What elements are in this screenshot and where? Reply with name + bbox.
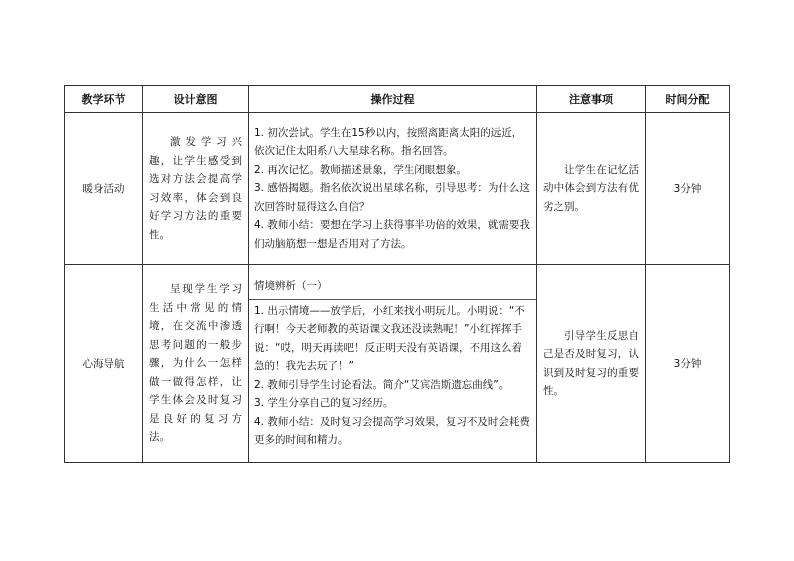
table-row bbox=[65, 265, 730, 463]
note-cell bbox=[537, 113, 646, 265]
table-row bbox=[65, 113, 730, 265]
note-cell bbox=[537, 265, 646, 463]
stage-cell: 暖身活动 bbox=[65, 113, 143, 265]
intent-text: 呈现学生学习生活中常见的情境，在交流中渗透思考问题的一般步骤，为什么一怎样做一做得怎样，让学生体会及时复习是良好的复习方法。 bbox=[149, 283, 242, 444]
heading-divider bbox=[249, 299, 536, 300]
header-stage: 教学环节 bbox=[65, 86, 143, 113]
intent-cell bbox=[143, 265, 249, 463]
note-text: 引导学生反思自己是否及时复习，认识到及时复习的重要性。 bbox=[543, 329, 639, 397]
note-text: 让学生在记忆活动中体会到方法有优劣之别。 bbox=[543, 163, 639, 213]
header-row bbox=[65, 86, 730, 113]
intent-text: 激发学习兴趣，让学生感受到选对方法会提高学习效率，体会到良好学习方法的重要性。 bbox=[149, 136, 242, 241]
time-cell: 3分钟 bbox=[646, 113, 730, 265]
process-cell bbox=[249, 113, 537, 265]
process-step: 2. 教师引导学生讨论看法。简介“艾宾浩斯遗忘曲线”。 bbox=[254, 378, 510, 391]
time-cell: 3分钟 bbox=[646, 265, 730, 463]
lesson-plan-table bbox=[64, 85, 730, 463]
intent-cell bbox=[143, 113, 249, 265]
header-notes: 注意事项 bbox=[537, 86, 646, 113]
process-step: 1. 出示情境——放学后，小红来找小明玩儿。小明说：“不行啊！今天老师教的英语课文我还没读熟呢！”小红挥挥手说：“哎，明天再读吧！反正明天没有英语课，不用这么着急的！我先去玩了！” bbox=[254, 304, 525, 373]
process-step: 3. 感悟揭题。指名依次说出星球名称，引导思考：为什么这次回答时显得这么自信？ bbox=[254, 182, 530, 213]
process-step: 2. 再次记忆。教师描述景象，学生闭眼想象。 bbox=[254, 163, 467, 176]
process-step: 1. 初次尝试。学生在15秒以内，按照离距离太阳的远近，依次记住太阳系八大星球名称。指名回答。 bbox=[254, 126, 523, 158]
process-heading: 情境辨析（一） bbox=[254, 280, 328, 293]
header-process: 操作过程 bbox=[249, 86, 537, 113]
process-step: 4. 教师小结：及时复习会提高学习效果，复习不及时会耗费更多的时间和精力。 bbox=[254, 415, 530, 447]
stage-cell: 心海导航 bbox=[65, 265, 143, 463]
process-step: 4. 教师小结：要想在学习上获得事半功倍的效果，就需要我们动脑筋想一想是否用对了方法。 bbox=[254, 219, 530, 250]
process-cell bbox=[249, 265, 537, 463]
process-step: 3. 学生分享自己的复习经历。 bbox=[254, 397, 394, 410]
header-time: 时间分配 bbox=[646, 86, 730, 113]
header-intent: 设计意图 bbox=[143, 86, 249, 113]
